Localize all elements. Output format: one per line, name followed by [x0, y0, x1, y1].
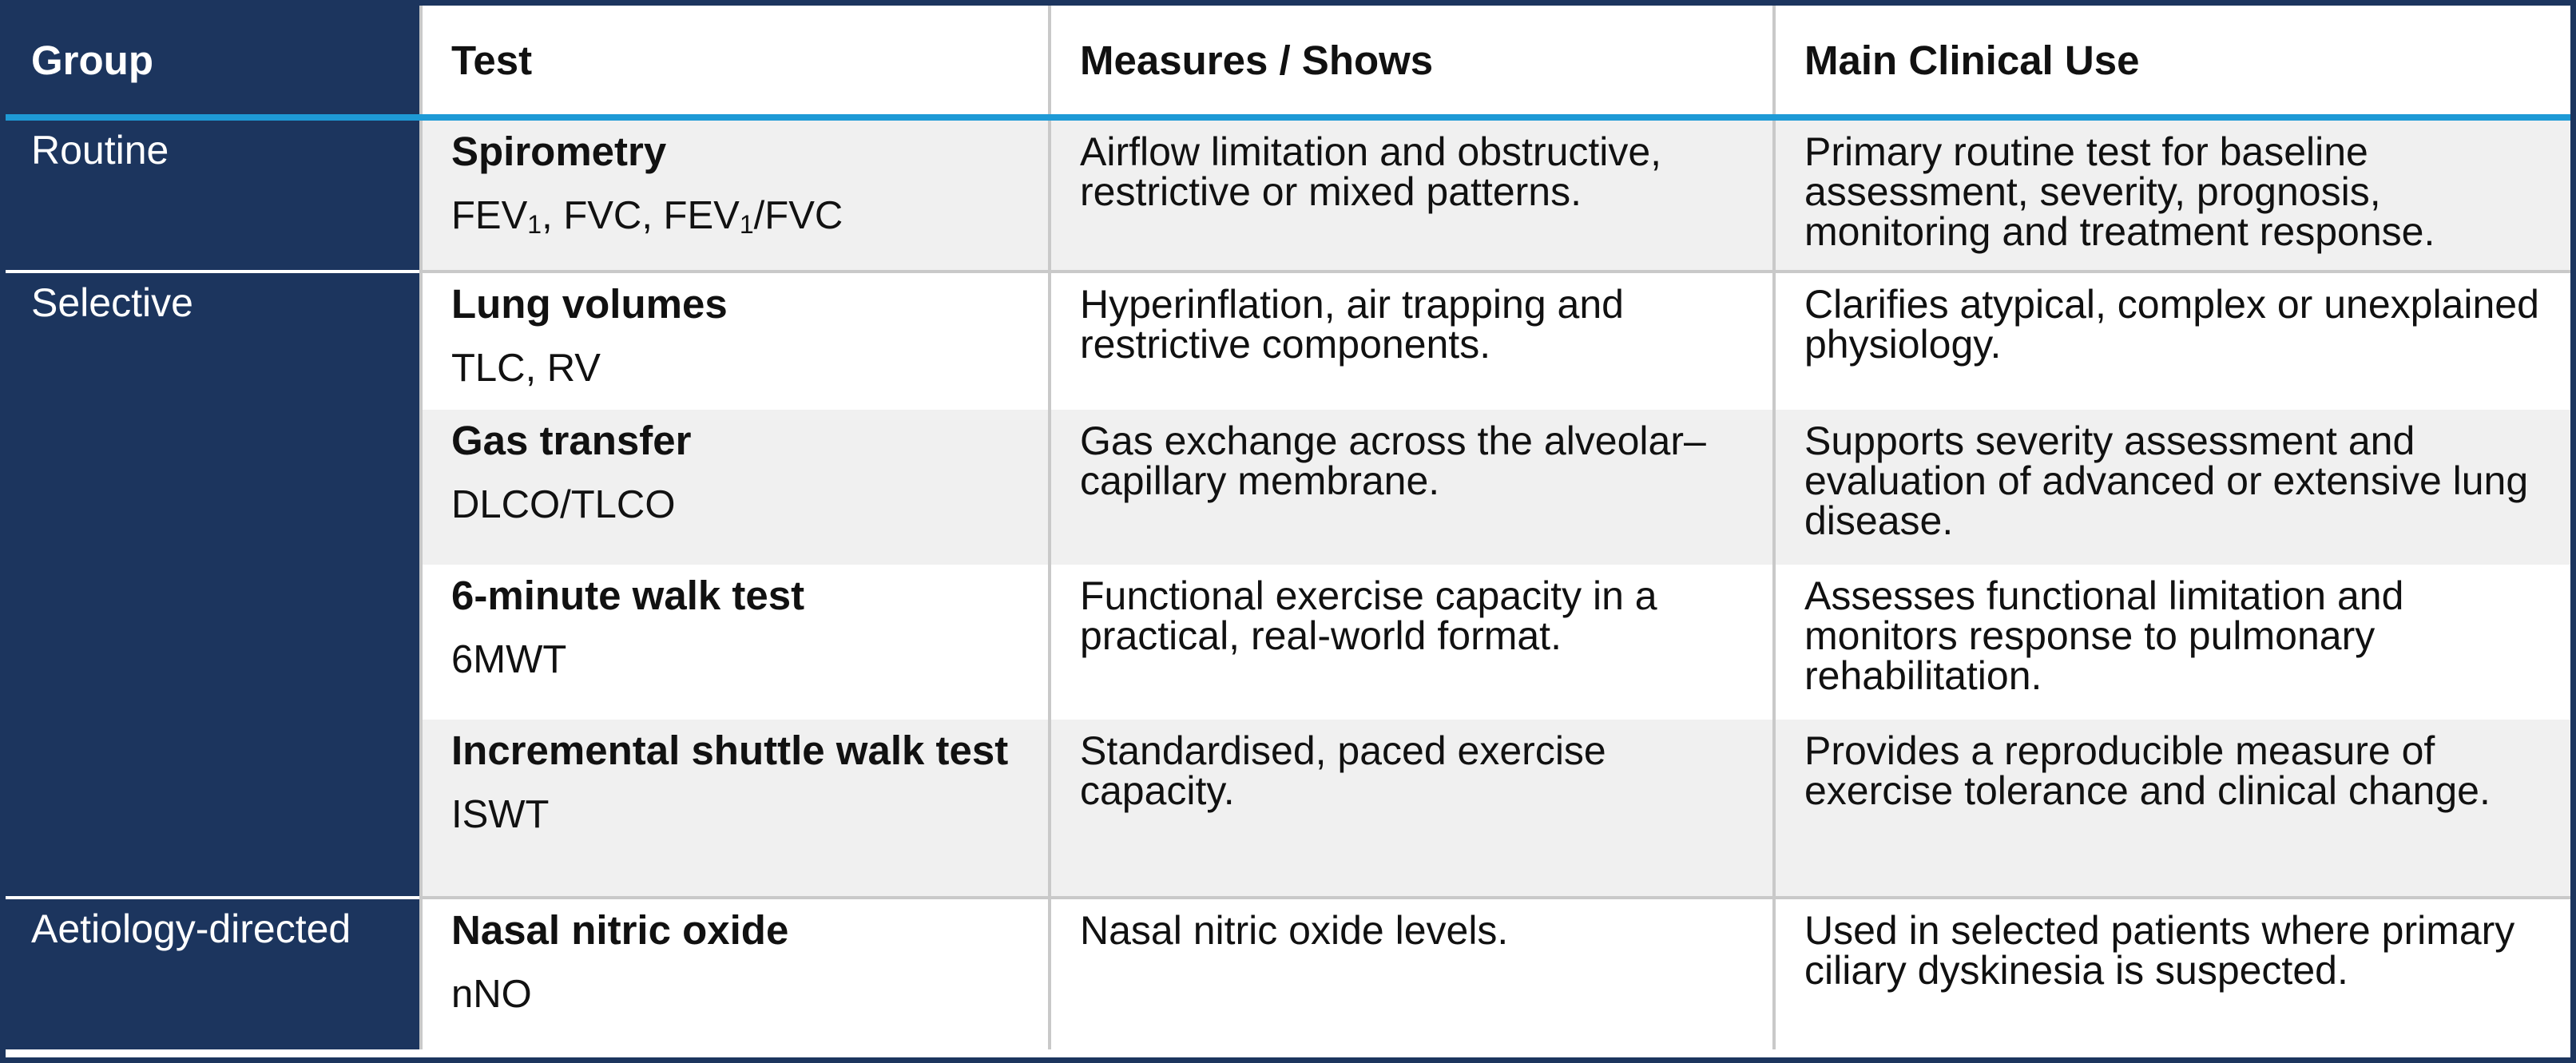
test-name: Gas transfer	[451, 418, 692, 463]
group-label-routine: Routine	[6, 117, 421, 272]
test-abbreviation: TLC, RV	[451, 347, 601, 390]
measures-cell: Nasal nitric oxide levels.	[1050, 898, 1774, 1049]
measures-cell: Standardised, paced exercise capacity.	[1050, 720, 1774, 898]
test-cell	[421, 410, 1050, 565]
test-name: 6-minute walk test	[451, 573, 805, 618]
test-abbreviation: ISWT	[451, 793, 550, 836]
header-group: Group	[6, 6, 421, 117]
test-name: Spirometry	[451, 129, 667, 174]
table-row	[6, 898, 2570, 1049]
pulmonary-tests-table	[6, 6, 2570, 1049]
header-use: Main Clinical Use	[1774, 6, 2570, 117]
table-row	[6, 117, 2570, 272]
test-cell	[421, 720, 1050, 898]
test-cell	[421, 117, 1050, 272]
header-test: Test	[421, 6, 1050, 117]
test-cell	[421, 898, 1050, 1049]
test-abbreviation: nNO	[451, 973, 532, 1016]
table-row	[6, 272, 2570, 410]
test-cell	[421, 565, 1050, 720]
measures-cell: Functional exercise capacity in a practical, real-world format.	[1050, 565, 1774, 720]
use-cell: Provides a reproducible measure of exercise tolerance and clinical change.	[1774, 720, 2570, 898]
measures-cell: Hyperinflation, air trapping and restrictive components.	[1050, 272, 1774, 410]
test-cell	[421, 272, 1050, 410]
group-label-selective: Selective	[6, 272, 421, 898]
test-abbreviation: DLCO/TLCO	[451, 483, 676, 526]
header-row	[6, 6, 2570, 117]
group-label-aetiology: Aetiology-directed	[6, 898, 421, 1049]
measures-cell: Airflow limitation and obstructive, restrictive or mixed patterns.	[1050, 117, 1774, 272]
use-cell: Clarifies atypical, complex or unexplained physiology.	[1774, 272, 2570, 410]
use-cell: Supports severity assessment and evaluation of advanced or extensive lung disease.	[1774, 410, 2570, 565]
use-cell: Assesses functional limitation and monitors response to pulmonary rehabilitation.	[1774, 565, 2570, 720]
measures-cell: Gas exchange across the alveolar–capillary membrane.	[1050, 410, 1774, 565]
test-name: Nasal nitric oxide	[451, 907, 789, 953]
test-name: Lung volumes	[451, 281, 728, 327]
test-abbreviation: 6MWT	[451, 638, 567, 681]
use-cell: Used in selected patients where primary ciliary dyskinesia is suspected.	[1774, 898, 2570, 1049]
header-measures: Measures / Shows	[1050, 6, 1774, 117]
test-abbreviation: $FEV_1$, FVC, $FEV_1$/FVC	[451, 194, 843, 239]
use-cell: Primary routine test for baseline assessment, severity, prognosis, monitoring and treatment response.	[1774, 117, 2570, 272]
test-name: Incremental shuttle walk test	[451, 728, 1009, 773]
